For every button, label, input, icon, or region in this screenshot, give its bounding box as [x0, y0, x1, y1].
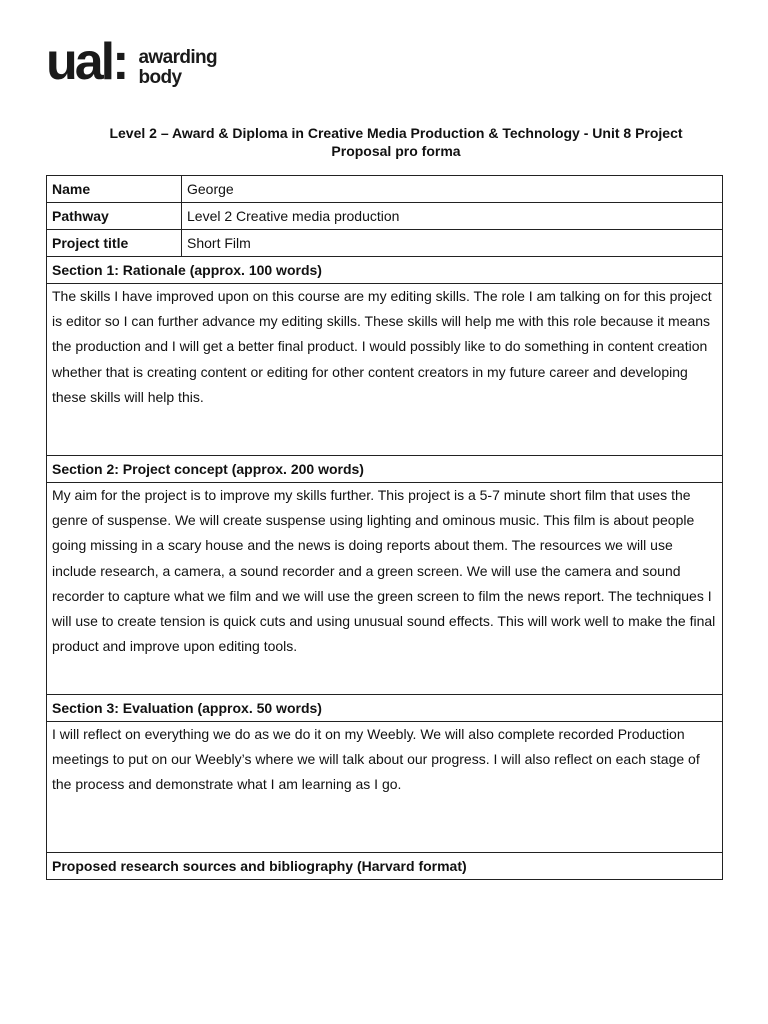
section2-heading: Section 2: Project concept (approx. 200 words): [47, 456, 723, 483]
project-title-value: Short Film: [182, 230, 723, 257]
section1-body-row: [47, 284, 723, 456]
section3-heading-row: [47, 695, 723, 722]
project-title-label: Project title: [47, 230, 182, 257]
section1-heading-row: [47, 257, 723, 284]
project-title-row: [47, 230, 723, 257]
section2-heading-row: [47, 456, 723, 483]
logo-line-2: body: [138, 67, 182, 88]
logo-words: [138, 48, 217, 88]
logo-mark: ual:: [46, 33, 127, 91]
pathway-value: Level 2 Creative media production: [182, 203, 723, 230]
document-title: [60, 124, 732, 160]
proposal-form-table: [46, 175, 723, 880]
section1-body: The skills I have improved upon on this course are my editing skills. The role I am talking on for this project is editor so I can further advance my editing skills. These skills will help me with this role because it means the production and I will get a better final product. I would possibly like to do something in content creation whether that is creating content or editing for other content creators in my future career and developing these skills will help this.: [47, 284, 723, 456]
section2-body: My aim for the project is to improve my skills further. This project is a 5-7 minute short film that uses the genre of suspense. We will create suspense using lighting and ominous music. This film is about people going missing in a scary house and the news is doing reports about them. The resources we will use include research, a camera, a sound recorder and a green screen. We will use the camera and sound recorder to capture what we film and we will use the green screen to film the news report. The techniques I will use to create tension is quick cuts and using unusual sound effects. This will work well to make the final product and improve upon editing tools.: [47, 483, 723, 695]
section3-body-row: [47, 722, 723, 853]
section2-body-row: [47, 483, 723, 695]
name-row: [47, 176, 723, 203]
document-title-line-1: Level 2 – Award & Diploma in Creative Media Production & Technology - Unit 8 Project: [109, 125, 683, 141]
ual-awarding-body-logo: [46, 33, 218, 96]
pathway-label: Pathway: [47, 203, 182, 230]
document-title-line-2: Proposal pro forma: [331, 143, 461, 159]
research-heading-row: [47, 853, 723, 880]
name-label: Name: [47, 176, 182, 203]
pathway-row: [47, 203, 723, 230]
section1-heading: Section 1: Rationale (approx. 100 words): [47, 257, 723, 284]
section3-heading: Section 3: Evaluation (approx. 50 words): [47, 695, 723, 722]
logo-line-1: awarding: [138, 47, 218, 68]
section3-body: I will reflect on everything we do as we do it on my Weebly. We will also complete recorded Production meetings to put on our Weebly’s where we will talk about our progress. I will also reflect on each stage of the process and demonstrate what I am learning as I go.: [47, 722, 723, 853]
name-value: George: [182, 176, 723, 203]
research-heading: Proposed research sources and bibliography (Harvard format): [47, 853, 723, 880]
